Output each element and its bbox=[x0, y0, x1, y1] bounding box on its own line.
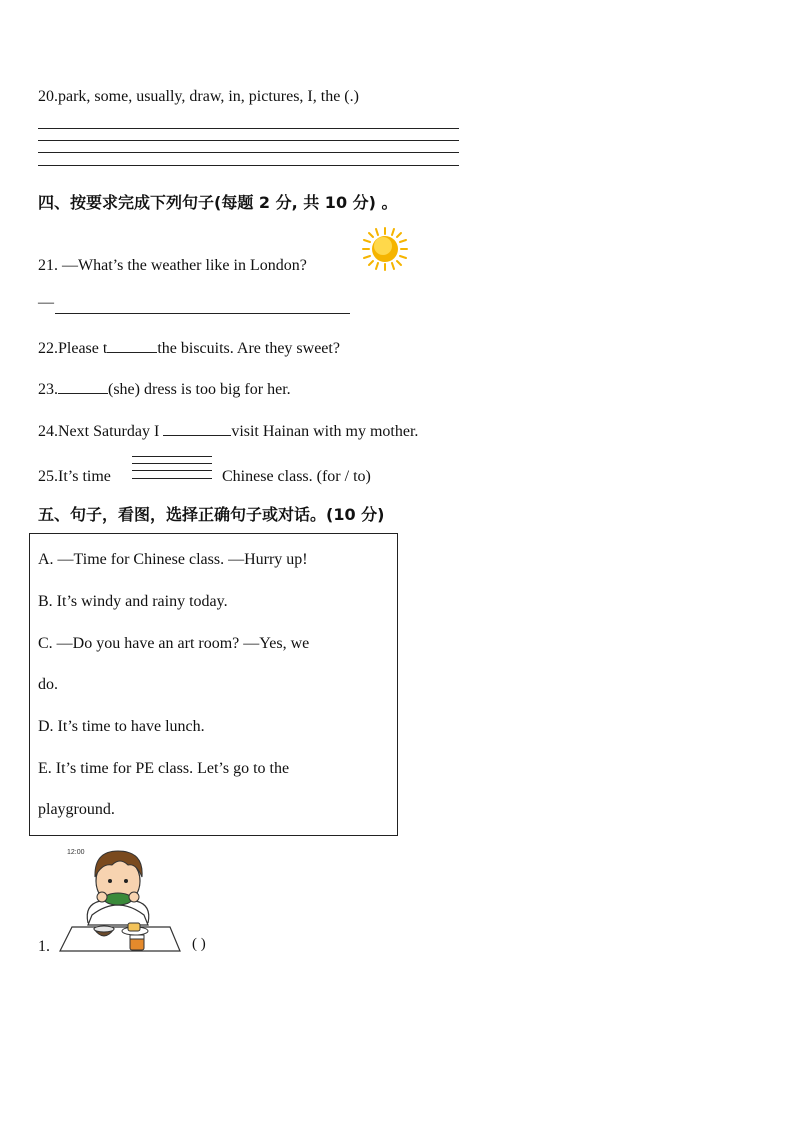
question-24-after: visit Hainan with my mother. bbox=[231, 423, 419, 440]
question-23 bbox=[38, 379, 291, 399]
sun-icon bbox=[360, 226, 410, 272]
option-e-continued: playground. bbox=[38, 801, 115, 818]
writing-line-3[interactable] bbox=[132, 470, 212, 471]
question-22-before: 22.Please t bbox=[38, 340, 108, 357]
answer-line-4[interactable] bbox=[38, 165, 459, 166]
option-d: D. It’s time to have lunch. bbox=[38, 718, 205, 735]
writing-line-1[interactable] bbox=[132, 456, 212, 457]
question-21: 21. —What’s the weather like in London? bbox=[38, 257, 307, 274]
section-4-heading: 四、按要求完成下列句子(每题 2 分, 共 10 分) 。 bbox=[38, 193, 398, 212]
question-23-after: (she) dress is too big for her. bbox=[108, 381, 291, 398]
boy-eating-lunch-illustration bbox=[58, 843, 182, 953]
writing-line-2[interactable] bbox=[132, 463, 212, 464]
option-b: B. It’s windy and rainy today. bbox=[38, 593, 228, 610]
options-box bbox=[29, 533, 398, 836]
blank-23[interactable] bbox=[58, 379, 108, 394]
picture-number: 1. bbox=[38, 938, 50, 955]
answer-line-2[interactable] bbox=[38, 140, 459, 141]
option-a: A. —Time for Chinese class. —Hurry up! bbox=[38, 551, 308, 568]
question-22 bbox=[38, 338, 340, 358]
question-25-before: 25.It’s time bbox=[38, 468, 111, 485]
writing-line-4[interactable] bbox=[132, 478, 212, 479]
blank-22[interactable] bbox=[107, 338, 157, 353]
option-c: C. —Do you have an art room? —Yes, we bbox=[38, 635, 310, 652]
answer-line-1[interactable] bbox=[38, 128, 459, 129]
question-23-before: 23. bbox=[38, 381, 58, 398]
blank-24[interactable] bbox=[163, 421, 231, 436]
answer-parentheses[interactable]: ( ) bbox=[192, 936, 206, 952]
answer-line-3[interactable] bbox=[38, 152, 459, 153]
section-5-heading: 五、句子，看图，选择正确句子或对话。(10 分) bbox=[38, 505, 385, 524]
option-e: E. It’s time for PE class. Let’s go to the bbox=[38, 760, 290, 777]
question-25-after: Chinese class. (for / to) bbox=[222, 468, 371, 485]
answer-line-21[interactable] bbox=[55, 313, 350, 314]
question-22-after: the biscuits. Are they sweet? bbox=[157, 340, 340, 357]
clock-time: 12:00 bbox=[67, 849, 85, 856]
question-24-before: 24.Next Saturday I bbox=[38, 423, 164, 440]
answer-dash: — bbox=[38, 294, 54, 311]
question-24 bbox=[38, 421, 418, 441]
question-20: 20.park, some, usually, draw, in, pictures, I, the (.) bbox=[38, 88, 359, 105]
option-c-continued: do. bbox=[38, 676, 58, 693]
